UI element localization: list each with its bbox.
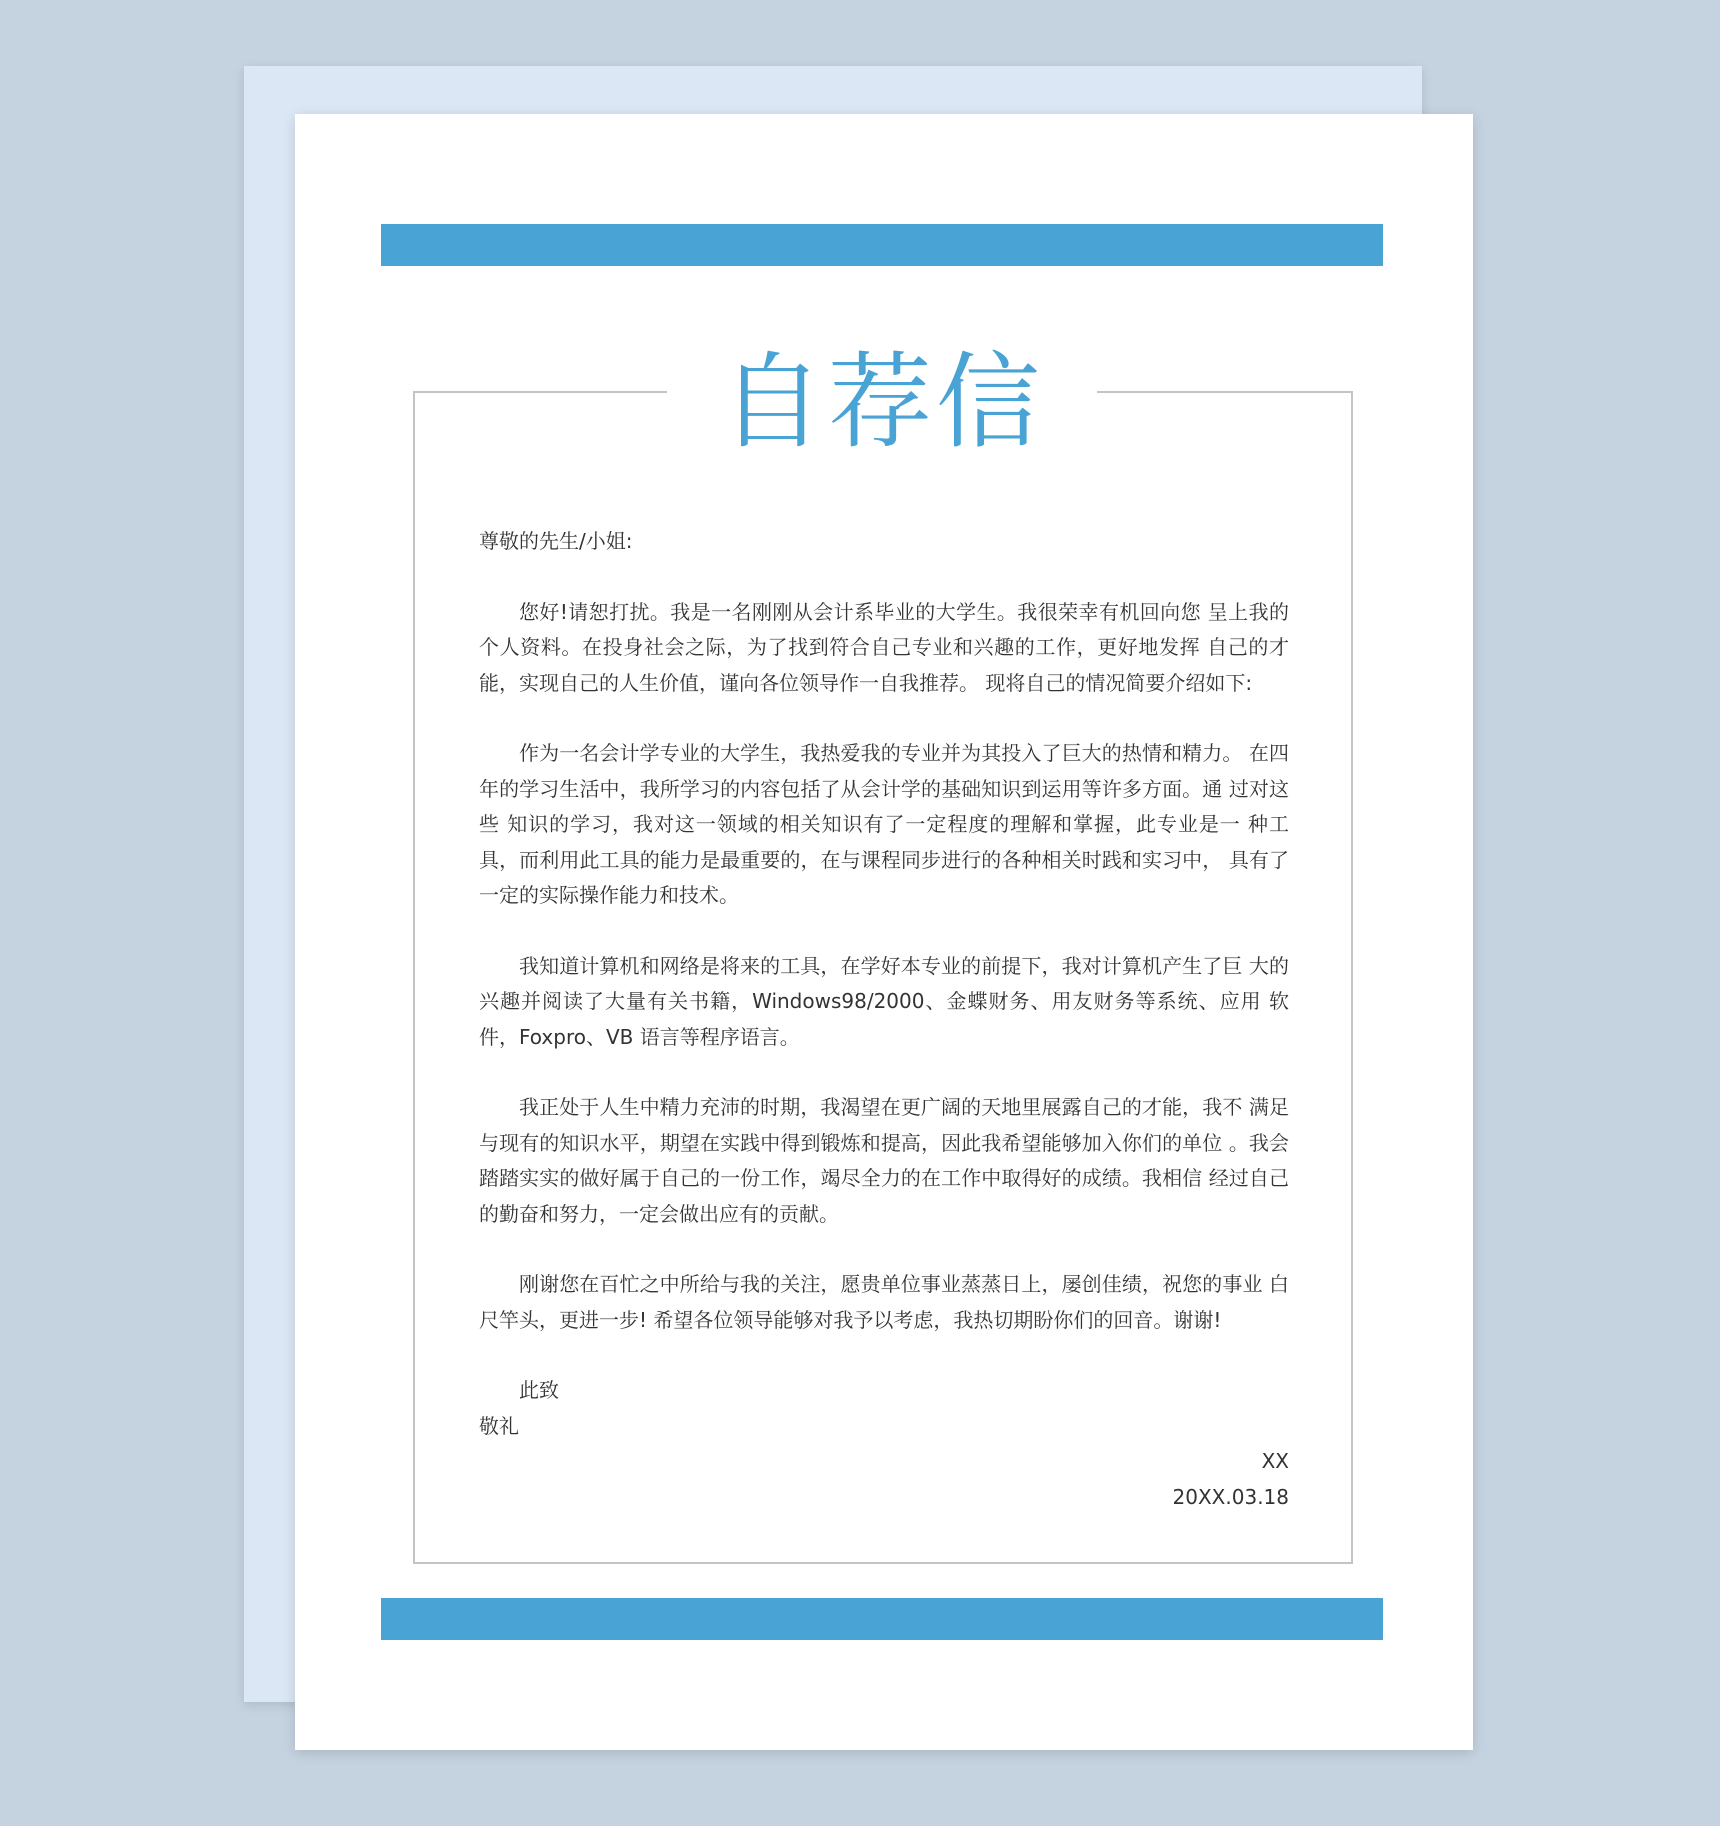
paragraph-computer: 我知道计算机和网络是将来的工具，在学好本专业的前提下，我对计算机产生了巨 大的兴趣并阅读了大量有关书籍，Windows98/2000、金蝶财务、用友财务等系统、应用 软件，Foxpro、VB 语言等程序语言。 [479,953,1289,1049]
frame-top-left-line [413,391,667,393]
closing-salutation: 此致 [519,1378,559,1402]
bottom-accent-band [381,1598,1383,1640]
letter-date: 20XX.03.18 [1172,1484,1289,1509]
frame-top-right-line [1097,391,1351,393]
top-accent-band [381,224,1383,266]
letter-sheet [295,114,1473,1750]
letter-title: 自荐信 [719,341,1044,463]
paragraph-aspiration: 我正处于人生中精力充沛的时期，我渴望在更广阔的天地里展露自己的才能，我不 满足与现有的知识水平，期望在实践中得到锻炼和提高，因此我希望能够加入你们的单位 。我会踏踏实实的做好属于自己的一份工作，竭尽全力的在工作中取得好的成绩。我相信 经过自己的勤奋和努力，一定会做出应有的贡献。 [479,1095,1289,1226]
signer-name: XX [1261,1449,1289,1473]
letter-body [479,524,1289,1515]
closing-regards: 敬礼 [479,1413,519,1438]
paragraph-thanks: 刚谢您在百忙之中所给与我的关注，愿贵单位事业蒸蒸日上，屡创佳绩，祝您的事业 白尺竿头，更进一步! 希望各位领导能够对我予以考虑，我热切期盼你们的回音。谢谢! [479,1272,1289,1332]
paragraph-intro: 您好!请恕打扰。我是一名刚刚从会计系毕业的大学生。我很荣幸有机回向您 呈上我的个人资料。在投身社会之际，为了找到符合自己专业和兴趣的工作，更好地发挥 自己的才能，实现自己的人生价值，谨向各位领导作一自我推荐。 现将自己的情况简要介绍如下: [479,599,1289,695]
letter-greeting: 尊敬的先生/小姐: [479,529,633,553]
paragraph-major: 作为一名会计学专业的大学生，我热爱我的专业并为其投入了巨大的热情和精力。 在四年的学习生活中，我所学习的内容包括了从会计学的基础知识到运用等许多方面。通 过对这些 知识的学习，我对这一领域的相关知识有了一定程度的理解和掌握，此专业是一 种工具，而利用此工具的能力是最重要的，在与课程同步进行的各种相关时践和实习中， 具有了一定的实际操作能力和技术。 [479,741,1289,907]
